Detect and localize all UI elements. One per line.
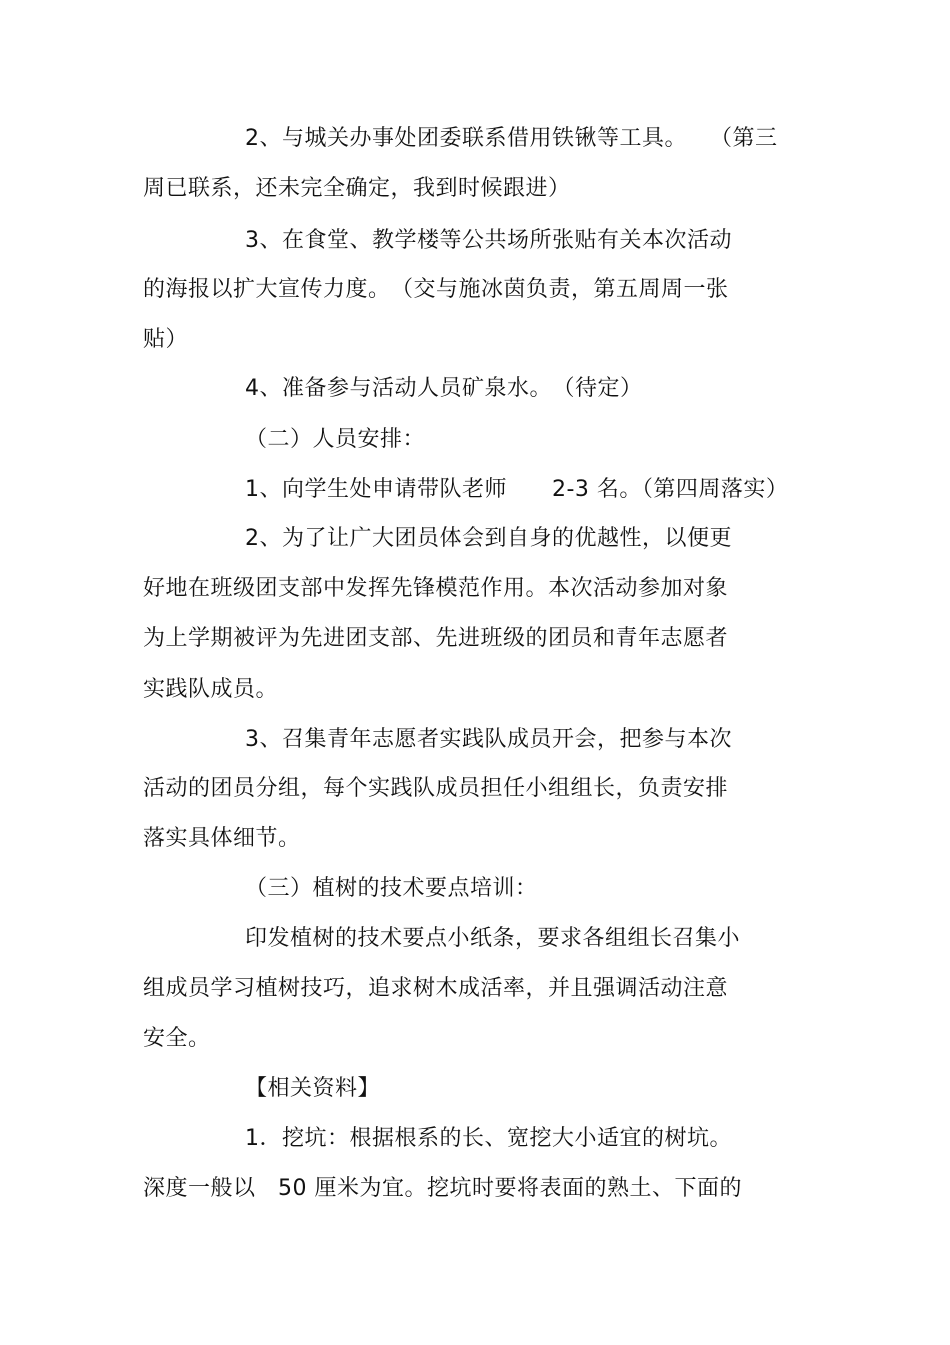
section-heading: （二）人员安排： [245,427,426,452]
paragraph-line: 实践队成员。 [143,677,279,702]
section-heading: 【相关资料】 [245,1076,381,1101]
paragraph-line: 印发植树的技术要点小纸条，要求各组组长召集小 [245,926,741,951]
paragraph-line: 2、与城关办事处团委联系借用铁锹等工具。 （第三 [245,126,778,151]
paragraph-line: 2、为了让广大团员体会到自身的优越性，以便更 [245,526,732,551]
paragraph-line: 落实具体细节。 [143,826,301,851]
paragraph-line: 活动的团员分组，每个实践队成员担任小组组长，负责安排 [143,776,729,801]
paragraph-line: 的海报以扩大宣传力度。 （交与施冰茵负责，第五周周一张 [143,277,729,302]
paragraph-line: 为上学期被评为先进团支部、先进班级的团员和青年志愿者 [143,626,729,651]
paragraph-line: 1、向学生处申请带队老师 2-3 名。（第四周落实） [245,477,789,502]
paragraph-line: 周已联系，还未完全确定，我到时候跟进） [143,176,571,201]
section-heading: （三）植树的技术要点培训： [245,876,538,901]
paragraph-line: 组成员学习植树技巧，追求树木成活率，并且强调活动注意 [143,976,729,1001]
paragraph-line: 1．挖坑：根据根系的长、宽挖大小适宜的树坑。 [245,1126,732,1151]
paragraph-line: 安全。 [143,1026,211,1051]
paragraph-line: 4、准备参与活动人员矿泉水。 （待定） [245,376,643,401]
paragraph-line: 深度一般以 50 厘米为宜。挖坑时要将表面的熟土、下面的 [143,1176,742,1201]
paragraph-line: 好地在班级团支部中发挥先锋模范作用。本次活动参加对象 [143,576,729,601]
paragraph-line: 3、在食堂、教学楼等公共场所张贴有关本次活动 [245,228,732,253]
paragraph-line: 贴） [143,327,189,352]
paragraph-line: 3、召集青年志愿者实践队成员开会，把参与本次 [245,727,732,752]
